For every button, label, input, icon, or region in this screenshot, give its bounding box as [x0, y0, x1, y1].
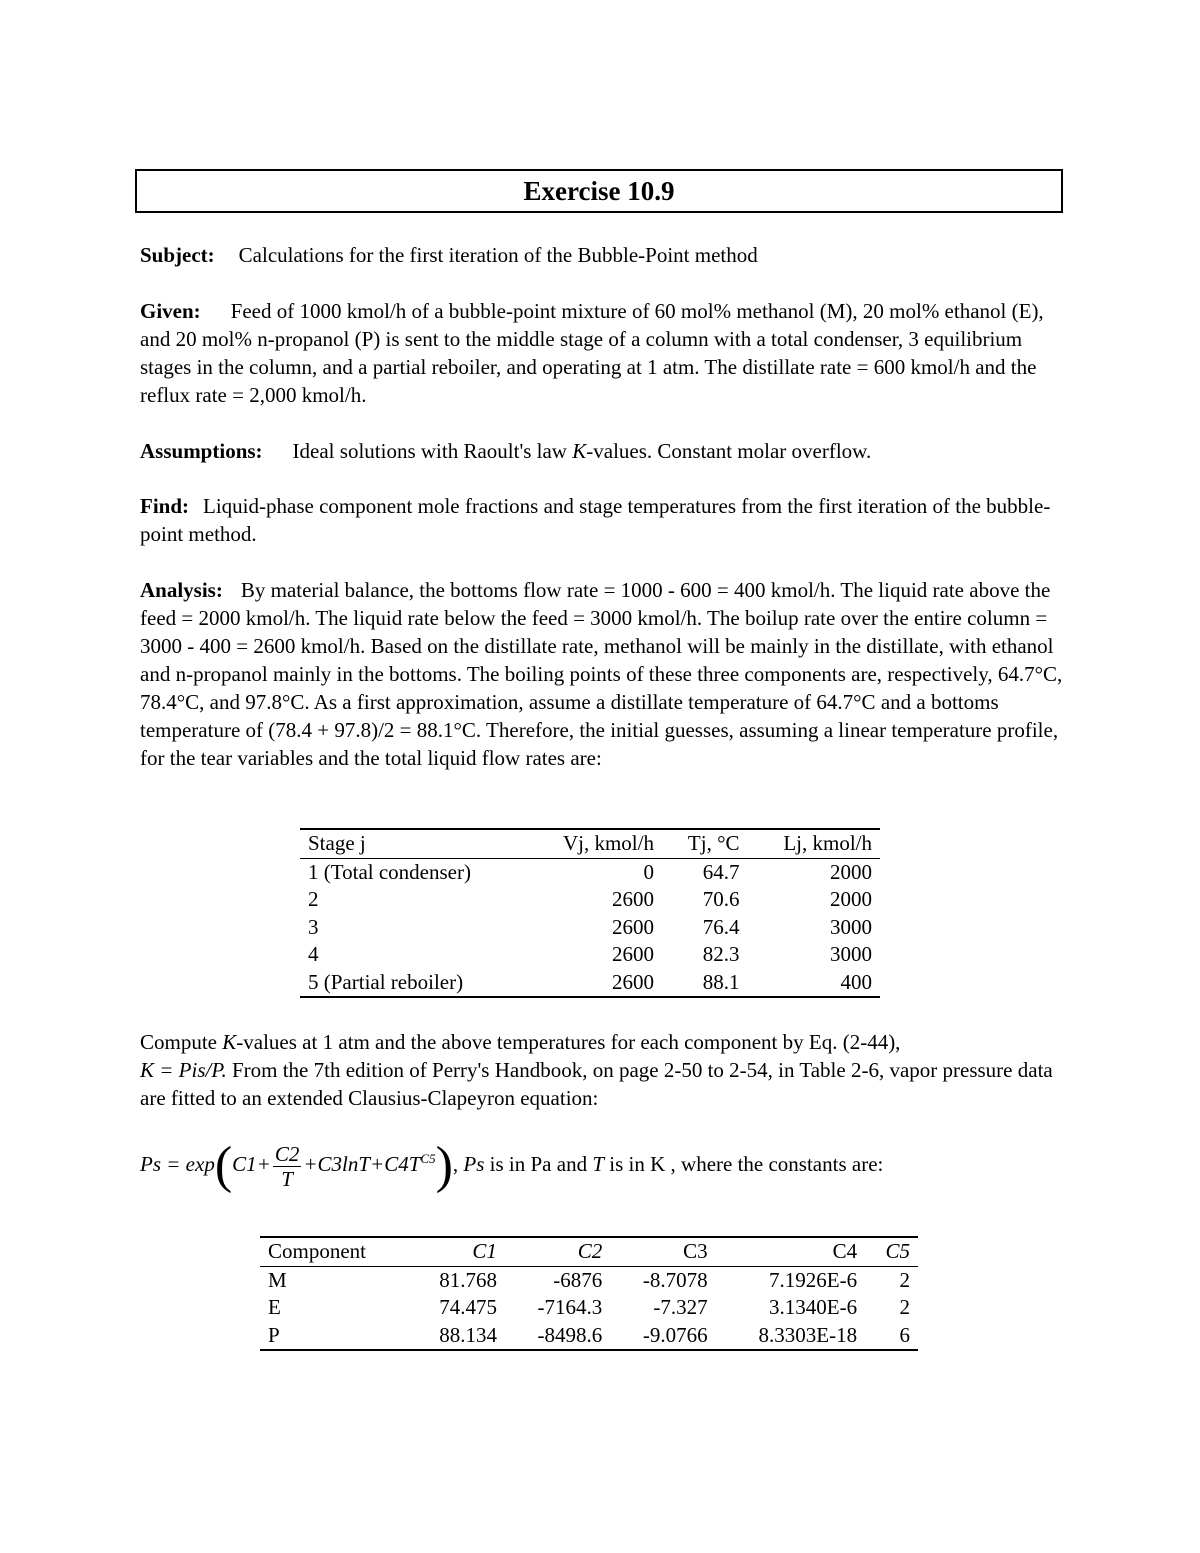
- c4-cell: 7.1926E-6: [769, 1267, 858, 1292]
- stage-table-header: [300, 829, 880, 858]
- assumptions-paragraph: [140, 437, 1065, 465]
- stage-cell: 2: [308, 887, 319, 911]
- exercise-title: Exercise 10.9: [135, 169, 1063, 213]
- clausius-clapeyron-equation: [140, 1137, 1065, 1204]
- compute-k-symbol: K: [222, 1030, 237, 1054]
- vapor-cell: 2600: [611, 942, 654, 966]
- equation-close-paren: ): [435, 1137, 453, 1194]
- analysis-paragraph: [140, 576, 1065, 772]
- equation-numerator: C2: [274, 1141, 300, 1166]
- find-paragraph: [140, 492, 1065, 548]
- const-header-c4: C4: [716, 1237, 865, 1266]
- vapor-cell: 0: [643, 859, 654, 884]
- stage-table: [300, 828, 880, 998]
- equation-tail-ps: Ps: [463, 1151, 485, 1176]
- k-formula: K = Pis/P.: [140, 1058, 227, 1082]
- c1-cell: 88.134: [439, 1322, 497, 1347]
- subject-label: Subject:: [140, 243, 215, 267]
- component-cell: M: [268, 1267, 287, 1292]
- given-label: Given:: [140, 299, 201, 323]
- c4-cell: 3.1340E-6: [769, 1295, 858, 1319]
- equation-c1: C1+: [232, 1151, 271, 1176]
- compute-text-b: -values at 1 atm and the above temperatures for each component by Eq. (2-44),: [236, 1030, 901, 1054]
- stage-header-t: Tj, °C: [662, 829, 748, 858]
- subject-paragraph: [140, 241, 1065, 269]
- given-paragraph: [140, 297, 1065, 409]
- liquid-cell: 3000: [830, 914, 872, 939]
- find-text: Liquid-phase component mole fractions and stage temperatures from the first iteration of the bubble-point method.: [140, 494, 1051, 546]
- given-text: Feed of 1000 kmol/h of a bubble-point mixture of 60 mol% methanol (M), 20 mol% ethanol (E), and 20 mol% n-propanol (P) is sent to the middle stage of a column with a total condenser, 3 equilibrium stages in the column, and a partial reboiler, and operating at 1 atm. The distillate rate = 600 kmol/h and the reflux rate = 2,000 kmol/h.: [140, 299, 1044, 407]
- assumptions-k-symbol: K: [572, 439, 587, 463]
- component-cell: E: [268, 1295, 281, 1319]
- stage-header-stage: Stage j: [300, 829, 527, 858]
- equation-lhs: Ps = exp: [140, 1151, 215, 1176]
- temp-cell: 64.7: [702, 859, 740, 884]
- liquid-cell: 2000: [830, 887, 872, 911]
- liquid-cell: 2000: [830, 859, 872, 884]
- constants-table-header: [260, 1237, 918, 1266]
- assumptions-text-after: -values. Constant molar overflow.: [586, 439, 872, 463]
- stage-cell: 5 (Partial reboiler): [308, 969, 464, 994]
- analysis-text: By material balance, the bottoms flow rate = 1000 - 600 = 400 kmol/h. The liquid rate above the feed = 2000 kmol/h. The liquid rate below the feed = 3000 kmol/h. The boilup rate over the entire column = 3000 - 400 = 2600 kmol/h. Based on the distillate rate, methanol will be mainly in the distillate, with ethanol and n-propanol mainly in the bottoms. The boiling points of these three components are, respectively, 64.7°C, 78.4°C, and 97.8°C. As a first approximation, assume a distillate temperature of 64.7°C and a bottoms temperature of (78.4 + 97.8)/2 = 88.1°C. Therefore, the initial guesses, assuming a linear temperature profile, for the tear variables and the total liquid flow rates are:: [140, 578, 1063, 770]
- assumptions-text-before: Ideal solutions with Raoult's law: [292, 439, 573, 463]
- c5-cell: 6: [899, 1322, 910, 1347]
- c2-cell: -6876: [553, 1267, 603, 1292]
- temp-cell: 70.6: [702, 887, 740, 911]
- table-row: [300, 886, 880, 914]
- equation-open-paren: (: [214, 1137, 233, 1194]
- temp-cell: 82.3: [702, 942, 740, 966]
- c2-cell: -8498.6: [537, 1322, 603, 1347]
- table-row: [300, 914, 880, 942]
- vapor-cell: 2600: [611, 887, 654, 911]
- equation-exponent: C5: [420, 1150, 436, 1166]
- stage-cell: 1 (Total condenser): [308, 859, 471, 884]
- table-row: [260, 1266, 918, 1294]
- const-header-c2: C2: [505, 1237, 610, 1266]
- assumptions-label: Assumptions:: [140, 439, 263, 463]
- equation-denominator: T: [281, 1166, 293, 1191]
- stage-header-l: Lj, kmol/h: [747, 829, 880, 858]
- c1-cell: 74.475: [439, 1295, 497, 1319]
- c4-cell: 8.3303E-18: [758, 1322, 858, 1347]
- const-header-c5: C5: [865, 1237, 918, 1266]
- equation-tail-t: T: [592, 1151, 605, 1176]
- c5-cell: 2: [899, 1267, 910, 1292]
- equation-tail-a: ,: [452, 1151, 464, 1176]
- c3-cell: -7.327: [653, 1295, 708, 1319]
- table-row: [300, 969, 880, 998]
- compute-text-a: Compute: [140, 1030, 223, 1054]
- c1-cell: 81.768: [439, 1267, 497, 1292]
- table-row: [300, 858, 880, 886]
- table-row: [300, 941, 880, 969]
- equation-tail-b: is in Pa and: [484, 1151, 593, 1176]
- const-header-component: Component: [260, 1237, 409, 1266]
- find-label: Find:: [140, 494, 190, 518]
- const-header-c1: C1: [409, 1237, 505, 1266]
- liquid-cell: 3000: [830, 942, 872, 966]
- c2-cell: -7164.3: [537, 1295, 603, 1319]
- temp-cell: 76.4: [702, 914, 740, 939]
- equation-fraction: [273, 1142, 302, 1191]
- stage-cell: 4: [308, 942, 319, 966]
- vapor-cell: 2600: [611, 914, 654, 939]
- constants-table: [260, 1236, 918, 1351]
- c3-cell: -9.0766: [642, 1322, 708, 1347]
- liquid-cell: 400: [840, 969, 872, 994]
- table-row: [260, 1294, 918, 1322]
- stage-cell: 3: [308, 914, 319, 939]
- vapor-cell: 2600: [611, 969, 654, 994]
- compute-paragraph: [140, 1028, 1065, 1112]
- subject-text: Calculations for the first iteration of the Bubble-Point method: [238, 243, 758, 267]
- const-header-c3: C3: [610, 1237, 715, 1266]
- equation-rest: +C3lnT+C4T: [303, 1151, 421, 1176]
- component-cell: P: [268, 1322, 280, 1347]
- analysis-label: Analysis:: [140, 578, 223, 602]
- compute-text-c: From the 7th edition of Perry's Handbook, on page 2-50 to 2-54, in Table 2-6, vapor pressure data are fitted to an extended Clausius-Clapeyron equation:: [140, 1058, 1053, 1110]
- c5-cell: 2: [899, 1295, 910, 1319]
- table-row: [260, 1322, 918, 1351]
- stage-header-v: Vj, kmol/h: [527, 829, 662, 858]
- c3-cell: -8.7078: [642, 1267, 708, 1292]
- temp-cell: 88.1: [702, 969, 740, 994]
- equation-tail-c: is in K , where the constants are:: [604, 1151, 884, 1176]
